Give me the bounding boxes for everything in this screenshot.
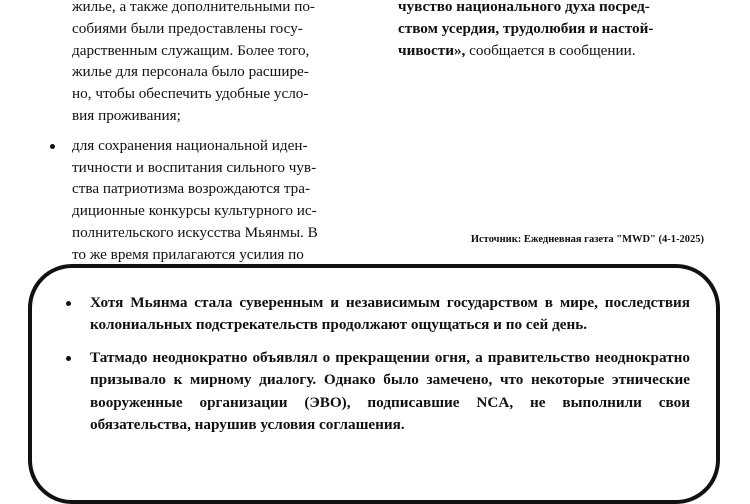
text-line: жилье, а также дополнительными по- bbox=[72, 0, 315, 15]
text-line: вия проживания; bbox=[72, 106, 181, 124]
quote-end: чивости», bbox=[398, 41, 466, 59]
text-line: диционные конкурсы культурного ис- bbox=[72, 202, 317, 220]
bullet-icon bbox=[66, 301, 71, 306]
callout-item bbox=[66, 347, 690, 437]
quote-last-line bbox=[398, 40, 703, 62]
text-line: жилье для персонала было расшире- bbox=[72, 63, 309, 81]
quote-line: чувство национального духа посред- bbox=[398, 0, 650, 15]
paragraph-continued bbox=[48, 0, 362, 127]
text-line: дарственным служащим. Более того, bbox=[72, 41, 310, 59]
quote-attribution: сообщается в сообщении. bbox=[465, 41, 636, 59]
bullet-icon bbox=[50, 144, 55, 149]
callout-item bbox=[66, 292, 690, 337]
text-line: собиями были предоставлены госу- bbox=[72, 19, 303, 37]
callout-list bbox=[66, 292, 690, 446]
text-line: то же время прилагаются усилия по bbox=[72, 245, 304, 263]
right-text-column bbox=[398, 0, 703, 61]
left-text-column bbox=[48, 0, 362, 266]
text-line: для сохранения национальной иден- bbox=[72, 136, 308, 154]
text-line: ства патриотизма возрождаются тра- bbox=[72, 180, 311, 198]
source-citation: Источник: Ежедневная газета "MWD" (4-1-2025) bbox=[470, 234, 704, 245]
quote-line: ством усердия, трудолюбия и настой- bbox=[398, 19, 654, 37]
callout-item-text: Хотя Мьянма стала суверенным и независимым государством в мире, последствия колониальных подстрекательств продолжают ощущаться и по сей день. bbox=[90, 294, 690, 334]
bullet-item bbox=[48, 135, 362, 266]
text-line: но, чтобы обеспечить удобные усло- bbox=[72, 85, 309, 103]
callout-item-text: Татмадо неоднократно объявлял о прекращении огня, а правительство неоднократно призывало к мирному диалогу. Однако было замечено, что некоторые этнические вооруженные организации (ЭВО), подписавшие NCA, не выполнили свои обязательства, нарушив условия соглашения. bbox=[90, 348, 690, 434]
text-line: тичности и воспитания сильного чув- bbox=[72, 158, 317, 176]
text-line: полнительского искусства Мьянмы. В bbox=[72, 223, 318, 241]
bullet-icon bbox=[66, 356, 71, 361]
